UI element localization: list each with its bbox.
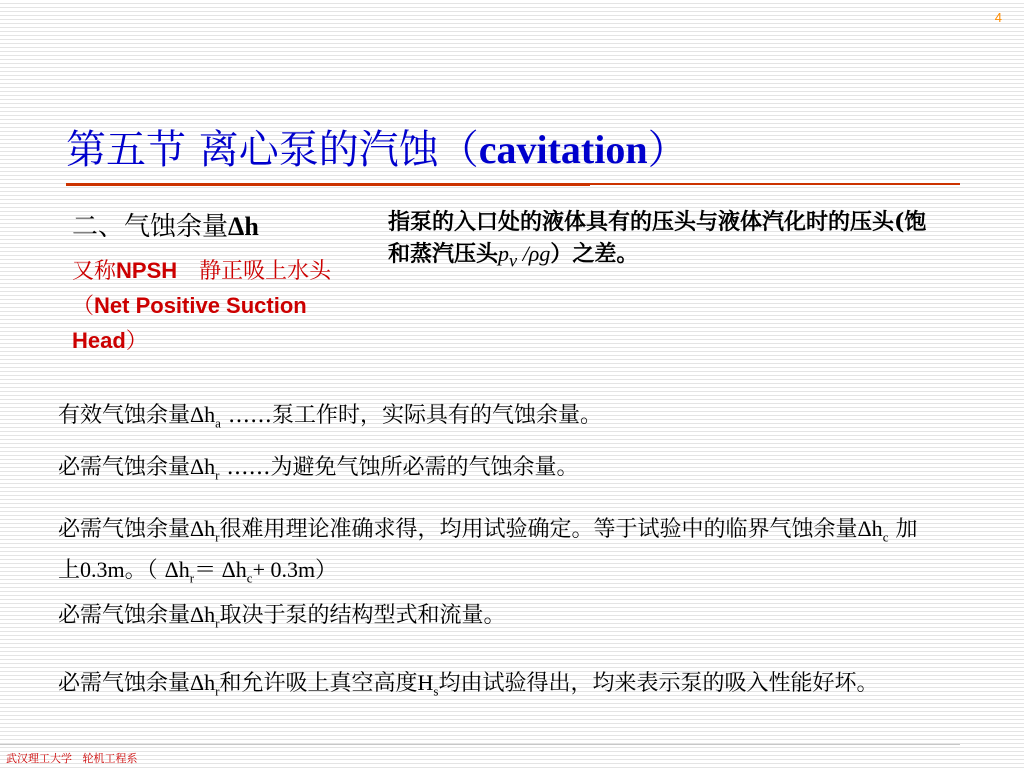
item-text: 很难用理论准确求得，均用试验确定。等于试验中的临界气蚀余量 bbox=[219, 517, 858, 542]
item-symbol: Δh bbox=[190, 516, 216, 541]
definition-rho-g: /ρg bbox=[517, 241, 551, 266]
item-subscript-2: c bbox=[882, 529, 889, 545]
page-title bbox=[66, 126, 688, 174]
equation-lhs: Δh bbox=[164, 557, 190, 583]
title-zh: 第五节 离心泵的汽蚀（ bbox=[66, 127, 479, 173]
item-value: 0.3m bbox=[80, 557, 125, 583]
npsh-fullname: Net Positive Suction Head bbox=[72, 293, 307, 353]
item-text-4: ） bbox=[315, 558, 338, 584]
footer-divider bbox=[0, 744, 960, 745]
equation-mid: ＝ Δh bbox=[194, 557, 247, 583]
section-subtitle bbox=[72, 206, 259, 243]
item-subscript: r bbox=[215, 615, 220, 631]
item-text: ……为避免气蚀所必需的气蚀余量。 bbox=[219, 455, 579, 480]
item-subscript: a bbox=[215, 415, 221, 431]
equation-lhs-sub: r bbox=[189, 570, 195, 586]
equation-rhs-sub: c bbox=[246, 570, 253, 586]
item-subscript: r bbox=[215, 467, 220, 483]
item-symbol: Δh bbox=[190, 402, 216, 427]
item-text: ……泵工作时，实际具有的气蚀余量。 bbox=[220, 403, 602, 428]
npsh-text-3: ） bbox=[125, 329, 148, 354]
item-hs-sub: s bbox=[433, 683, 439, 699]
subtitle-text: 二、气蚀余量 bbox=[72, 212, 229, 242]
list-item-npsh-hs bbox=[58, 666, 938, 707]
footer-text: 武汉理工大学 轮机工程系 bbox=[6, 752, 138, 765]
item-text: 取决于泵的结构型式和流量。 bbox=[219, 603, 506, 628]
item-symbol-2: Δh bbox=[857, 516, 883, 541]
definition-text bbox=[388, 206, 948, 276]
item-symbol: Δh bbox=[190, 602, 216, 627]
item-prefix: 必需气蚀余量 bbox=[58, 603, 191, 628]
definition-pv: p bbox=[498, 241, 510, 266]
item-text-3: 。（ bbox=[124, 558, 165, 584]
list-item-required-npsh bbox=[58, 450, 938, 491]
item-text-2: 加上 bbox=[58, 517, 918, 584]
definition-pv-sub: v bbox=[509, 250, 518, 271]
definition-part-2: ）之差。 bbox=[550, 241, 639, 267]
list-item-required-npsh-test bbox=[58, 512, 938, 595]
item-subscript: r bbox=[215, 683, 220, 699]
npsh-abbr: NPSH bbox=[116, 258, 178, 283]
title-accent-bar bbox=[66, 183, 590, 186]
item-prefix: 必需气蚀余量 bbox=[58, 671, 191, 696]
equation-end: + 0.3m bbox=[252, 557, 316, 583]
item-symbol: Δh bbox=[190, 454, 216, 479]
npsh-text-1: 又称 bbox=[72, 259, 117, 284]
title-en: cavitation bbox=[478, 127, 648, 172]
title-close: ） bbox=[647, 127, 688, 173]
list-item-effective-npsh bbox=[58, 398, 938, 439]
item-text: 和允许吸上真空高度 bbox=[219, 671, 418, 696]
item-subscript: r bbox=[215, 529, 220, 545]
npsh-text-2: 静正吸上水头（ bbox=[72, 259, 332, 319]
subtitle-symbol: Δh bbox=[228, 212, 259, 241]
list-item-npsh-depends bbox=[58, 598, 938, 639]
item-text-2: 均由试验得出，均来表示泵的吸入性能好坏。 bbox=[438, 671, 879, 696]
item-prefix: 有效气蚀余量 bbox=[58, 403, 191, 428]
item-prefix: 必需气蚀余量 bbox=[58, 517, 191, 542]
item-prefix: 必需气蚀余量 bbox=[58, 455, 191, 480]
definition-part-1: 指泵的入口处的液体具有的压头与液体汽化时的压头(饱和蒸汽压头 bbox=[388, 209, 927, 267]
npsh-alias bbox=[72, 254, 372, 359]
item-hs: H bbox=[417, 670, 434, 695]
page-number: 4 bbox=[994, 10, 1002, 25]
item-symbol: Δh bbox=[190, 670, 216, 695]
